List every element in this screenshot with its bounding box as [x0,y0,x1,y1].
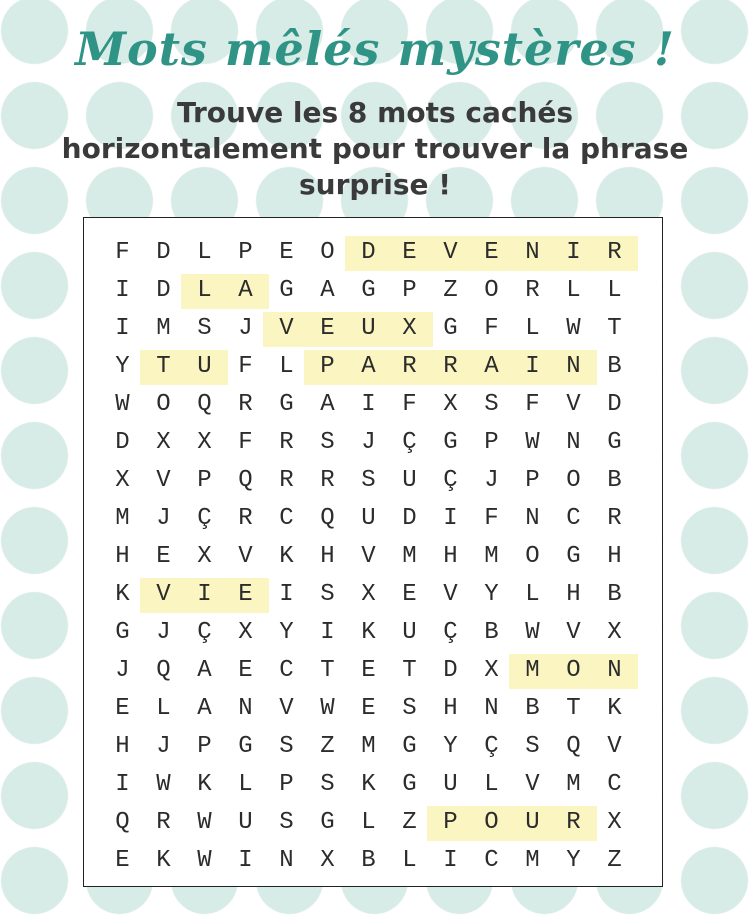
grid-cell[interactable]: C [607,771,622,798]
grid-cell[interactable]: J [156,619,171,646]
grid-cell[interactable]: M [525,847,540,874]
grid-cell[interactable]: X [197,543,212,570]
grid-cell[interactable]: Y [279,619,294,646]
grid-cell[interactable]: B [361,847,376,874]
grid-cell[interactable]: B [525,695,540,722]
grid-cell[interactable]: N [607,657,622,684]
grid-cell[interactable]: X [607,619,622,646]
grid-cell[interactable]: H [566,581,581,608]
grid-cell[interactable]: P [197,467,212,494]
grid-cell[interactable]: S [525,733,540,760]
grid-cell[interactable]: F [238,353,253,380]
grid-cell[interactable]: A [197,657,212,684]
grid-cell[interactable]: K [115,581,130,608]
grid-cell[interactable]: C [484,847,499,874]
grid-cell[interactable]: R [607,505,622,532]
grid-cell[interactable]: D [115,429,130,456]
grid-cell[interactable]: Z [402,809,417,836]
grid-cell[interactable]: W [115,391,130,418]
grid-cell[interactable]: D [607,391,622,418]
grid-cell[interactable]: S [320,771,335,798]
grid-cell[interactable]: I [197,581,212,608]
grid-cell[interactable]: H [443,543,458,570]
grid-cell[interactable]: F [484,315,499,342]
grid-cell[interactable]: X [607,809,622,836]
grid-cell[interactable]: L [197,277,212,304]
grid-cell[interactable]: E [361,657,376,684]
grid-cell[interactable]: R [607,239,622,266]
grid-cell[interactable]: T [156,353,171,380]
grid-cell[interactable]: M [361,733,376,760]
grid-cell[interactable]: D [361,239,376,266]
grid-cell[interactable]: R [525,277,540,304]
grid-cell[interactable]: V [525,771,540,798]
grid-cell[interactable]: W [566,315,581,342]
grid-cell[interactable]: E [361,695,376,722]
grid-cell[interactable]: Z [443,277,458,304]
grid-cell[interactable]: P [525,467,540,494]
grid-cell[interactable]: Y [443,733,458,760]
grid-cell[interactable]: L [279,353,294,380]
grid-cell[interactable]: A [197,695,212,722]
grid-cell[interactable]: P [197,733,212,760]
grid-cell[interactable]: H [607,543,622,570]
grid-cell[interactable]: G [279,391,294,418]
grid-cell[interactable]: Ç [443,619,458,646]
grid-cell[interactable]: V [607,733,622,760]
grid-cell[interactable]: L [525,581,540,608]
grid-cell[interactable]: S [402,695,417,722]
grid-cell[interactable]: L [238,771,253,798]
grid-cell[interactable]: V [279,695,294,722]
grid-cell[interactable]: E [402,239,417,266]
grid-cell[interactable]: W [525,429,540,456]
grid-cell[interactable]: M [484,543,499,570]
grid-cell[interactable]: G [279,277,294,304]
grid-cell[interactable]: B [484,619,499,646]
grid-cell[interactable]: A [238,277,253,304]
grid-cell[interactable]: R [402,353,417,380]
grid-cell[interactable]: O [484,809,499,836]
grid-cell[interactable]: R [279,429,294,456]
grid-cell[interactable]: G [402,771,417,798]
grid-cell[interactable]: S [320,429,335,456]
grid-cell[interactable]: J [361,429,376,456]
grid-cell[interactable]: M [525,657,540,684]
grid-cell[interactable]: B [607,467,622,494]
grid-cell[interactable]: O [156,391,171,418]
grid-cell[interactable]: F [484,505,499,532]
grid-cell[interactable]: S [279,809,294,836]
grid-cell[interactable]: L [484,771,499,798]
grid-cell[interactable]: I [238,847,253,874]
grid-cell[interactable]: E [279,239,294,266]
grid-cell[interactable]: S [279,733,294,760]
grid-cell[interactable]: Ç [197,619,212,646]
grid-cell[interactable]: V [156,467,171,494]
grid-cell[interactable]: V [279,315,294,342]
grid-cell[interactable]: E [156,543,171,570]
grid-cell[interactable]: N [566,353,581,380]
grid-cell[interactable]: L [525,315,540,342]
grid-cell[interactable]: E [115,847,130,874]
grid-cell[interactable]: R [566,809,581,836]
grid-cell[interactable]: Q [566,733,581,760]
grid-cell[interactable]: M [402,543,417,570]
grid-cell[interactable]: I [443,505,458,532]
grid-cell[interactable]: Q [156,657,171,684]
grid-cell[interactable]: X [156,429,171,456]
grid-cell[interactable]: W [525,619,540,646]
grid-cell[interactable]: Y [484,581,499,608]
grid-cell[interactable]: P [484,429,499,456]
grid-cell[interactable]: M [566,771,581,798]
grid-cell[interactable]: O [525,543,540,570]
grid-cell[interactable]: U [402,467,417,494]
grid-cell[interactable]: G [566,543,581,570]
grid-cell[interactable]: P [443,809,458,836]
word-search-grid [83,217,663,887]
grid-cell[interactable]: O [320,239,335,266]
grid-cell[interactable]: A [320,277,335,304]
grid-cell[interactable]: O [566,467,581,494]
grid-cell[interactable]: L [361,809,376,836]
grid-cell[interactable]: N [484,695,499,722]
grid-cell[interactable]: R [238,505,253,532]
grid-cell[interactable]: O [566,657,581,684]
grid-cell[interactable]: I [566,239,581,266]
grid-cell[interactable]: C [279,505,294,532]
grid-cell[interactable]: J [238,315,253,342]
grid-cell[interactable]: Y [115,353,130,380]
grid-cell[interactable]: R [443,353,458,380]
grid-cell[interactable]: U [402,619,417,646]
grid-cell[interactable]: D [443,657,458,684]
grid-cell[interactable]: D [156,277,171,304]
grid-cell[interactable]: S [484,391,499,418]
grid-cell[interactable]: P [238,239,253,266]
grid-cell[interactable]: G [443,315,458,342]
grid-cell[interactable]: L [607,277,622,304]
grid-cell[interactable]: U [525,809,540,836]
grid-cell[interactable]: G [320,809,335,836]
grid-cell[interactable]: G [402,733,417,760]
grid-cell[interactable]: I [361,391,376,418]
grid-cell[interactable]: R [238,391,253,418]
grid-cell[interactable]: I [115,277,130,304]
grid-cell[interactable]: K [607,695,622,722]
grid-cell[interactable]: E [238,657,253,684]
grid-cell[interactable]: T [402,657,417,684]
grid-cell[interactable]: U [443,771,458,798]
grid-cell[interactable]: H [443,695,458,722]
grid-cell[interactable]: W [156,771,171,798]
grid-cell[interactable]: V [443,581,458,608]
grid-cell[interactable]: F [402,391,417,418]
grid-cell[interactable]: S [361,467,376,494]
grid-cell[interactable]: E [115,695,130,722]
grid-cell[interactable]: G [443,429,458,456]
grid-cell[interactable]: P [279,771,294,798]
grid-cell[interactable]: V [361,543,376,570]
grid-cell[interactable]: V [566,619,581,646]
grid-cell[interactable]: E [238,581,253,608]
grid-cell[interactable]: P [320,353,335,380]
grid-cell[interactable]: I [279,581,294,608]
grid-cell[interactable]: Z [607,847,622,874]
grid-cell[interactable]: A [361,353,376,380]
grid-cell[interactable]: X [320,847,335,874]
grid-cell[interactable]: I [443,847,458,874]
grid-cell[interactable]: X [197,429,212,456]
grid-cell[interactable]: Z [320,733,335,760]
grid-cell[interactable]: G [238,733,253,760]
grid-cell[interactable]: N [525,505,540,532]
grid-cell[interactable]: T [607,315,622,342]
grid-cell[interactable]: N [525,239,540,266]
grid-cell[interactable]: M [115,505,130,532]
grid-cell[interactable]: U [361,505,376,532]
instructions-text: Trouve les 8 mots cachés horizontalement pour trouver la phrase surprise ! [61,96,689,201]
grid-cell[interactable]: O [484,277,499,304]
grid-cell[interactable]: N [566,429,581,456]
grid-cell[interactable]: Q [197,391,212,418]
grid-cell[interactable]: T [320,657,335,684]
grid-cell[interactable]: Q [320,505,335,532]
grid-cell[interactable]: S [320,581,335,608]
grid-cell[interactable]: K [361,619,376,646]
grid-cell[interactable]: I [115,771,130,798]
grid-cell[interactable]: N [279,847,294,874]
grid-cell[interactable]: L [402,847,417,874]
grid-cell[interactable]: A [484,353,499,380]
grid-cell[interactable]: J [484,467,499,494]
grid-cell[interactable]: K [361,771,376,798]
grid-cell[interactable]: R [156,809,171,836]
grid-cell[interactable]: L [566,277,581,304]
grid-cell[interactable]: R [279,467,294,494]
grid-cell[interactable]: G [115,619,130,646]
grid-cell[interactable]: U [238,809,253,836]
grid-cell[interactable]: U [197,353,212,380]
grid-cell[interactable]: I [115,315,130,342]
grid-cell[interactable]: V [238,543,253,570]
grid-cell[interactable]: X [443,391,458,418]
grid-cell[interactable]: K [279,543,294,570]
grid-cell[interactable]: T [566,695,581,722]
grid-cell[interactable]: N [238,695,253,722]
grid-cell[interactable]: E [320,315,335,342]
grid-cell[interactable]: X [484,657,499,684]
grid-cell[interactable]: Y [566,847,581,874]
grid-cell[interactable]: Q [238,467,253,494]
grid-cell[interactable]: B [607,353,622,380]
grid-cell[interactable]: H [115,733,130,760]
grid-cell[interactable]: V [156,581,171,608]
grid-cell[interactable]: F [238,429,253,456]
grid-cell[interactable]: K [156,847,171,874]
grid-cell[interactable]: Ç [197,505,212,532]
page-title: Mots mêlés mystères ! [75,22,675,76]
grid-cell[interactable]: E [484,239,499,266]
grid-cell[interactable]: B [607,581,622,608]
grid-cell[interactable]: J [156,505,171,532]
grid-cell[interactable]: K [197,771,212,798]
grid-cell[interactable]: V [566,391,581,418]
grid-cell[interactable]: A [320,391,335,418]
grid-cell[interactable]: X [115,467,130,494]
grid-cell[interactable]: Q [115,809,130,836]
grid-cell[interactable]: F [525,391,540,418]
grid-cell[interactable]: J [156,733,171,760]
grid-cell[interactable]: H [320,543,335,570]
grid-cell[interactable]: Ç [484,733,499,760]
grid-cell[interactable]: D [402,505,417,532]
grid-cell[interactable]: J [115,657,130,684]
grid-cell[interactable]: W [320,695,335,722]
grid-cell[interactable]: U [361,315,376,342]
grid-cell[interactable]: G [361,277,376,304]
grid-cell[interactable]: S [197,315,212,342]
grid-cell[interactable]: W [197,847,212,874]
grid-cell[interactable]: R [320,467,335,494]
grid-cell[interactable]: C [566,505,581,532]
grid-cell[interactable]: G [607,429,622,456]
grid-cell[interactable]: I [320,619,335,646]
grid-cell[interactable]: C [279,657,294,684]
grid-cell[interactable]: X [238,619,253,646]
grid-cell[interactable]: W [197,809,212,836]
grid-cell[interactable]: I [525,353,540,380]
grid-cell[interactable]: Ç [402,429,417,456]
grid-cell[interactable]: L [156,695,171,722]
grid-cell[interactable]: D [156,239,171,266]
grid-cell[interactable]: F [115,239,130,266]
grid-cell[interactable]: H [115,543,130,570]
grid-cell[interactable]: L [197,239,212,266]
grid-cell[interactable]: E [402,581,417,608]
grid-cell[interactable]: X [402,315,417,342]
grid-cell[interactable]: V [443,239,458,266]
grid-cell[interactable]: M [156,315,171,342]
grid-cell[interactable]: Ç [443,467,458,494]
grid-cell[interactable]: X [361,581,376,608]
grid-cell[interactable]: P [402,277,417,304]
